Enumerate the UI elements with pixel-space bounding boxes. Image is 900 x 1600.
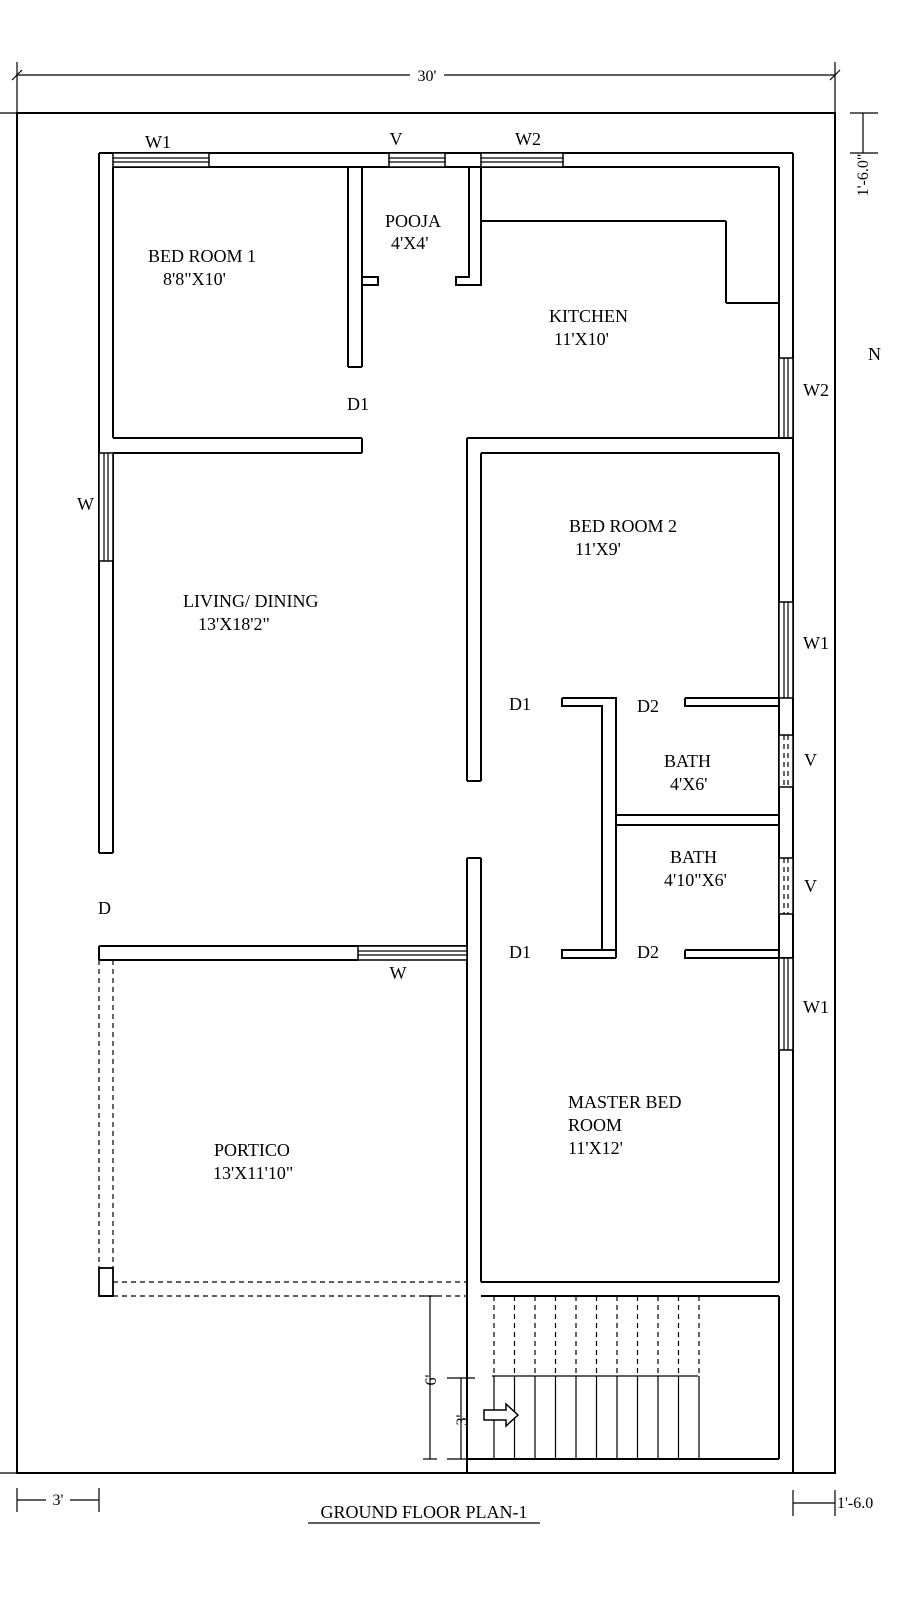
kitchen-name: KITCHEN	[549, 306, 628, 326]
bedroom1-walls	[113, 167, 362, 453]
portico-name: PORTICO	[214, 1140, 290, 1160]
master-name-line1: MASTER BED	[568, 1092, 682, 1112]
bedroom2-size: 11'X9'	[575, 539, 621, 559]
portico-walls	[99, 946, 467, 1296]
ventilator-v-top	[389, 153, 445, 167]
window-w2-kitchen-label: W2	[803, 380, 829, 400]
ventilator-v-bath1	[779, 735, 793, 787]
north-label: N	[868, 344, 881, 364]
left-setback-label: 3'	[52, 1492, 64, 1509]
bath-walls	[562, 698, 793, 958]
kitchen-size: 11'X10'	[554, 329, 609, 349]
stair-dimension-3ft	[447, 1378, 475, 1459]
bath2-size: 4'10"X6'	[664, 870, 727, 890]
ventilator-v-bath2	[779, 858, 793, 914]
window-w2-kitchen	[779, 358, 793, 438]
stair-arrow-icon	[484, 1404, 518, 1426]
master-name-line2: ROOM	[568, 1115, 623, 1135]
plan-title: GROUND FLOOR PLAN-1	[320, 1502, 528, 1522]
ventilator-v-bath2-label: V	[804, 876, 817, 896]
staircase	[492, 1296, 699, 1459]
left-setback-dimension	[17, 1488, 99, 1512]
width-dimension-label: 30'	[417, 68, 437, 85]
ventilator-v-top-label: V	[389, 129, 403, 149]
living-name: LIVING/ DINING	[183, 591, 319, 611]
bottom-setback-dimension	[793, 1490, 873, 1516]
window-w2-top	[481, 153, 563, 167]
ventilator-v-bath1-label: V	[804, 750, 817, 770]
window-w1-master	[779, 958, 793, 1050]
door-d2-bath1-label: D2	[637, 696, 659, 716]
bedroom1-size: 8'8"X10'	[163, 269, 226, 289]
overall-width-dimension	[12, 62, 840, 112]
bedroom2-walls	[467, 438, 793, 1282]
window-w-left-label: W	[77, 494, 94, 514]
portico-size: 13'X11'10"	[213, 1163, 294, 1183]
door-d1-bedroom1-label: D1	[347, 394, 369, 414]
window-w1-top-label: W1	[145, 132, 171, 152]
window-w1-master-label: W1	[803, 997, 829, 1017]
door-d1-master-label: D1	[509, 942, 531, 962]
top-setback-dimension	[850, 113, 878, 196]
window-w-left	[99, 453, 113, 561]
bath2-name: BATH	[670, 847, 718, 867]
bottom-setback-label: 1'-6.0	[837, 1495, 874, 1512]
stair-6ft-label: 6'	[423, 1374, 440, 1386]
stair-dimension-6ft	[423, 1296, 440, 1459]
master-size: 11'X12'	[568, 1138, 623, 1158]
door-d-main-label: D	[98, 898, 111, 918]
door-d2-master-label: D2	[637, 942, 659, 962]
window-w1-bedroom2	[779, 602, 793, 698]
pooja-name: POOJA	[385, 211, 442, 231]
bedroom2-name: BED ROOM 2	[569, 516, 678, 536]
bedroom1-name: BED ROOM 1	[148, 246, 257, 266]
bath1-size: 4'X6'	[670, 774, 708, 794]
window-w1-top	[113, 153, 209, 167]
top-setback-label: 1'-6.0"	[855, 153, 872, 197]
window-w-portico-label: W	[389, 963, 407, 983]
door-d1-bath1-label: D1	[509, 694, 531, 714]
stair-3ft-label: 3'	[454, 1414, 471, 1426]
pooja-size: 4'X4'	[391, 233, 429, 253]
living-size: 13'X18'2"	[198, 614, 270, 634]
plot-boundary	[17, 113, 835, 1473]
exterior-walls	[99, 153, 793, 1473]
window-w2-top-label: W2	[515, 129, 541, 149]
window-w1-bedroom2-label: W1	[803, 633, 829, 653]
bath1-name: BATH	[664, 751, 712, 771]
